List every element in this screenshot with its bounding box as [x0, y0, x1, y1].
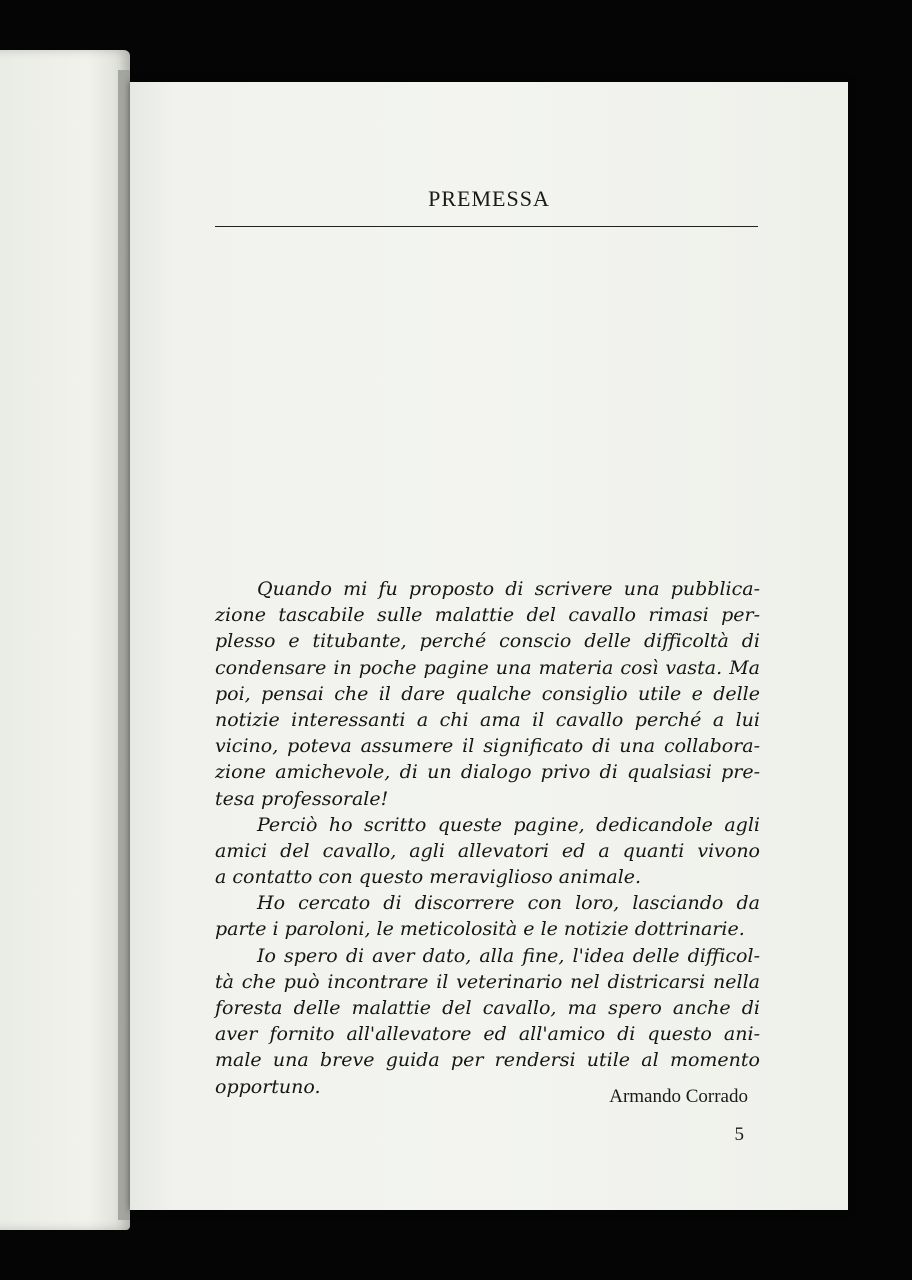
page-heading: PREMESSA [428, 186, 550, 211]
text-line: Quando mi fu proposto di scrivere una pubblica- [257, 578, 760, 600]
text-line: Io spero di aver dato, alla fine, l'idea delle difficol- [257, 944, 760, 967]
text-line: opportuno. [215, 1075, 321, 1098]
text-line: vicino, poteva assumere il significato di una collabora- [215, 735, 760, 758]
text-line: zione amichevole, di un dialogo privo di qualsiasi pre- [215, 761, 760, 784]
preface-body [215, 576, 760, 1100]
facing-page-left [0, 50, 130, 1230]
text-line: aver fornito all'allevatore ed all'amico di questo ani- [215, 1023, 760, 1046]
page-number: 5 [734, 1124, 744, 1145]
text-line: notizie interessanti a chi ama il cavallo perché a lui [215, 708, 760, 731]
text-line: parte i paroloni, le meticolosità e le notizie dottrinarie. [215, 918, 745, 941]
text-line: male una breve guida per rendersi utile al momento [215, 1049, 760, 1072]
text-line: foresta delle malattie del cavallo, ma spero anche di [215, 997, 760, 1019]
author-signature: Armando Corrado [609, 1086, 748, 1107]
text-line: Perciò ho scritto queste pagine, dedicandole agli [257, 813, 760, 836]
text-line: Ho cercato di discorrere con loro, lasciando da [257, 892, 760, 915]
text-line: tesa professorale! [215, 787, 389, 810]
book-page [130, 82, 848, 1210]
heading-rule [215, 226, 758, 227]
text-line: poi, pensai che il dare qualche consiglio utile e delle [215, 682, 760, 705]
text-line: a contatto con questo meraviglioso animale. [215, 866, 642, 889]
text-line: tà che può incontrare il veterinario nel districarsi nella [215, 970, 760, 993]
text-line: condensare in poche pagine una materia così vasta. Ma [215, 656, 760, 679]
text-line: amici del cavallo, agli allevatori ed a quanti vivono [215, 839, 760, 862]
text-line: zione tascabile sulle malattie del cavallo rimasi per- [215, 604, 760, 627]
text-line: plesso e titubante, perché conscio delle difficoltà di [215, 630, 760, 653]
